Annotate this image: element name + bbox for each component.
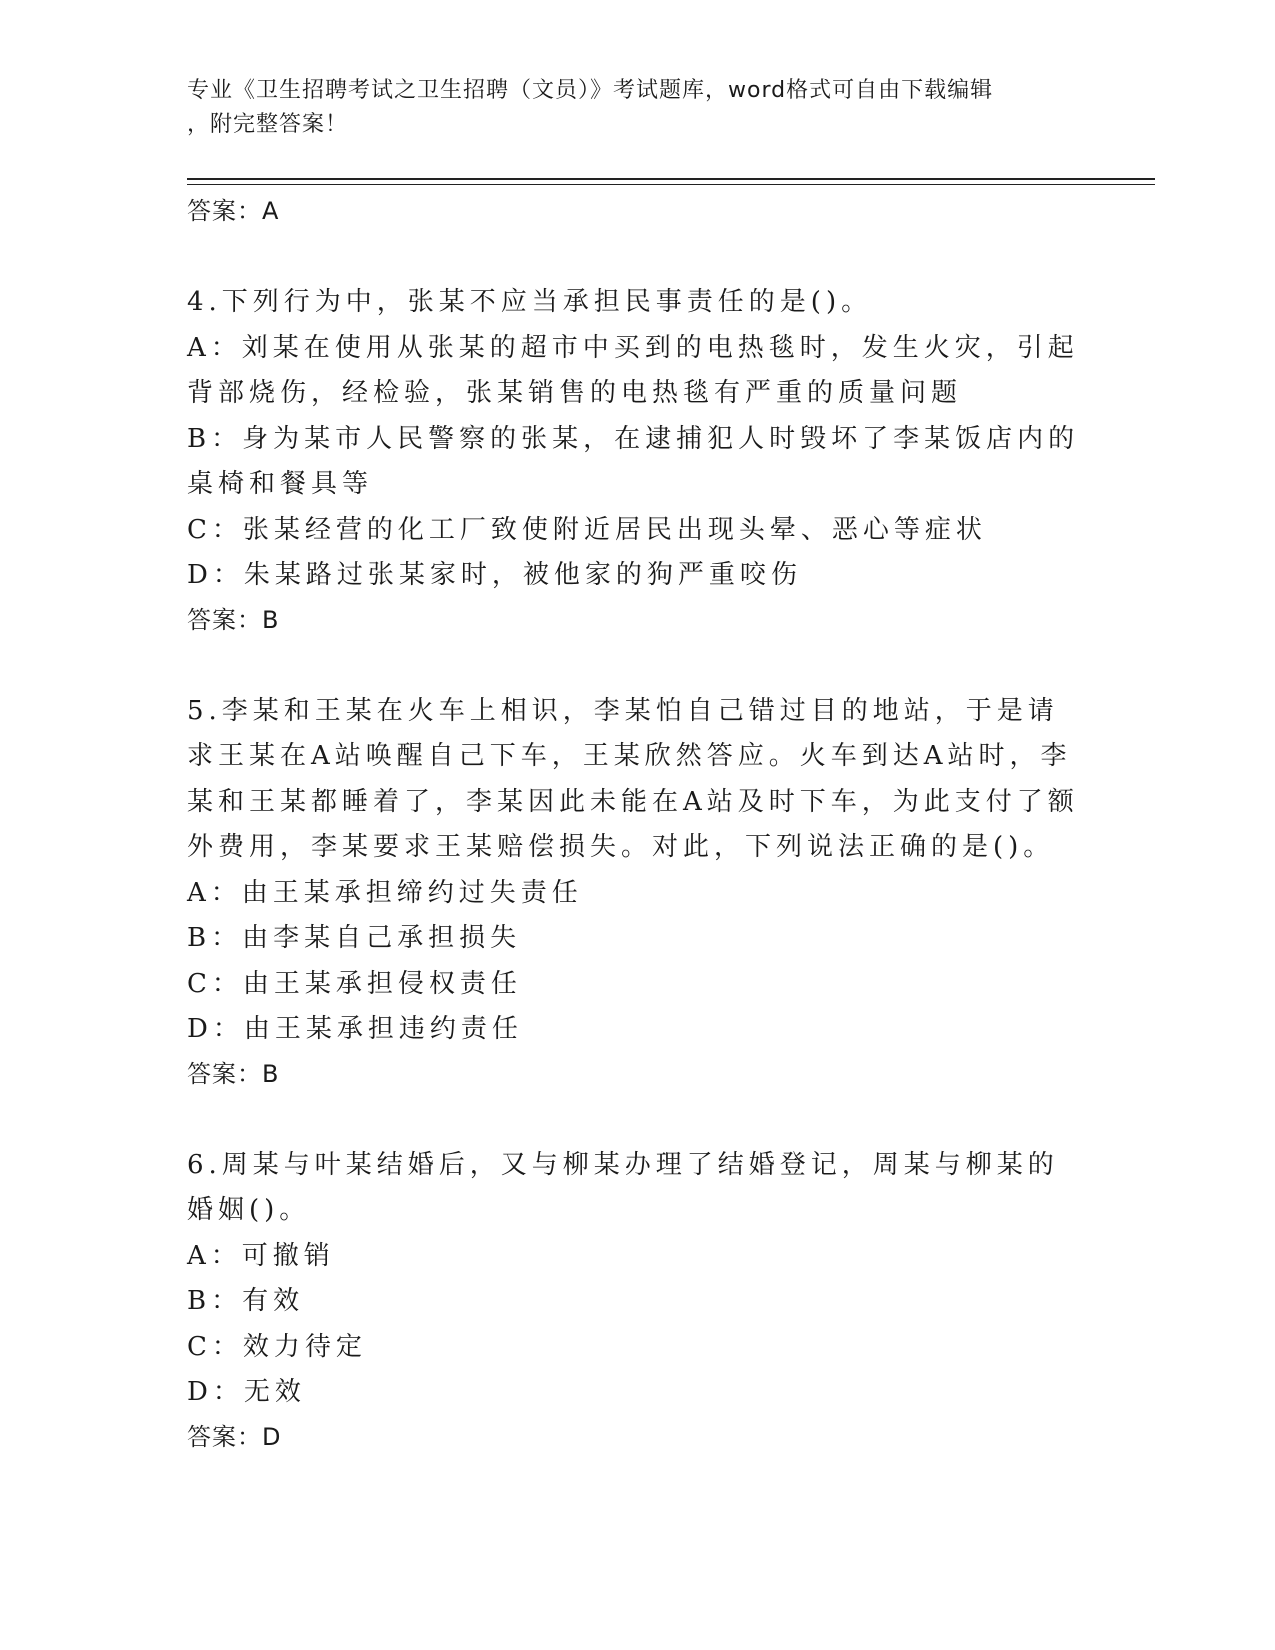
header-rule-thin bbox=[187, 184, 1155, 185]
answer-line: 答案：D bbox=[187, 1422, 282, 1451]
question-5 bbox=[187, 689, 1087, 1101]
header-rule-thick bbox=[187, 178, 1155, 180]
answer-line: 答案：B bbox=[187, 605, 280, 634]
option-c: C：由王某承担侵权责任 bbox=[187, 968, 522, 999]
question-text: 4.下列行为中，张某不应当承担民事责任的是()。 bbox=[187, 287, 873, 317]
option-d: D：由王某承担违约责任 bbox=[187, 1014, 523, 1044]
option-c: C：效力待定 bbox=[187, 1331, 367, 1362]
option-b: B：有效 bbox=[187, 1286, 305, 1316]
option-a: A：刘某在使用从张某的超市中买到的电热毯时，发生火灾，引起背部烧伤，经检验，张某销售的电热毯有严重的质量问题 bbox=[187, 332, 1079, 408]
option-b: B：身为某市人民警察的张某，在逮捕犯人时毁坏了李某饭店内的桌椅和餐具等 bbox=[187, 423, 1080, 499]
document-header bbox=[187, 74, 1087, 142]
question-6 bbox=[187, 1143, 1087, 1464]
option-d: D：朱某路过张某家时，被他家的狗严重咬伤 bbox=[187, 560, 802, 590]
option-c: C：张某经营的化工厂致使附近居民出现头晕、恶心等症状 bbox=[187, 514, 987, 545]
option-a: A：由王某承担缔约过失责任 bbox=[187, 877, 583, 908]
answer-line: 答案：B bbox=[187, 1059, 280, 1088]
header-line-1: 专业《卫生招聘考试之卫生招聘（文员）》考试题库，word格式可自由下载编辑 bbox=[187, 78, 994, 103]
question-text: 5.李某和王某在火车上相识，李某怕自己错过目的地站，于是请求王某在A站唤醒自己下车，王某欣然答应。火车到达A站时，李某和王某都睡着了，李某因此未能在A站及时下车，为此支付了额外费用，李某要求王某赔偿损失。对此，下列说法正确的是()。 bbox=[187, 695, 1079, 862]
option-a: A：可撤销 bbox=[187, 1240, 335, 1271]
document-body bbox=[187, 190, 1087, 1464]
question-4 bbox=[187, 280, 1087, 647]
option-d: D：无效 bbox=[187, 1377, 306, 1407]
question-text: 6.周某与叶某结婚后，又与柳某办理了结婚登记，周某与柳某的婚姻()。 bbox=[187, 1149, 1059, 1225]
header-line-2: ，附完整答案！ bbox=[187, 112, 349, 137]
answer-line: 答案：A bbox=[187, 197, 280, 225]
option-b: B：由李某自己承担损失 bbox=[187, 923, 522, 953]
